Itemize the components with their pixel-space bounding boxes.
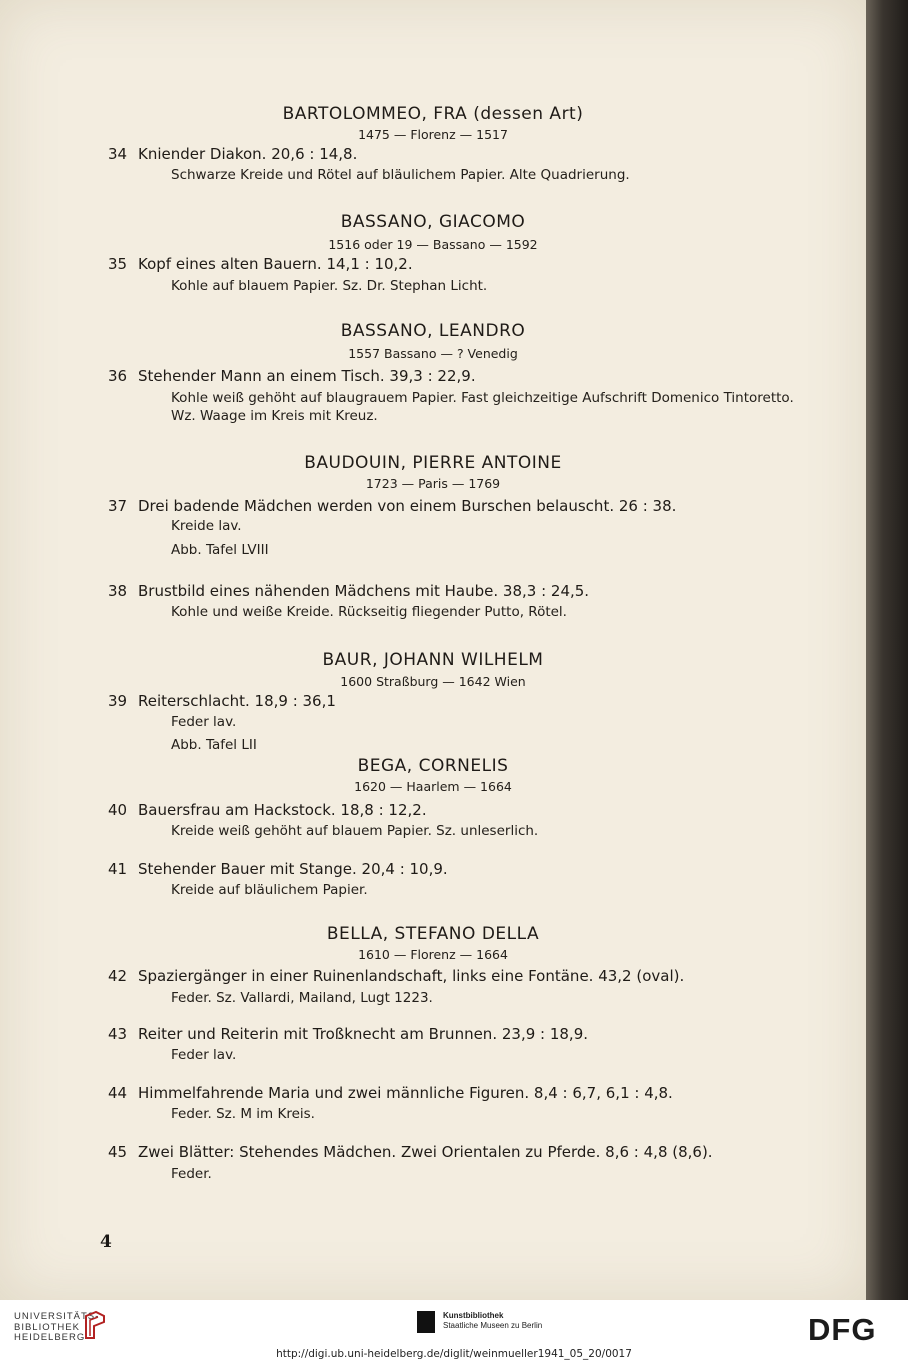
artist-dates: 1557 Bassano — ? Venedig <box>348 346 518 361</box>
catalog-entry <box>108 145 357 163</box>
dfg-logo[interactable]: DFG <box>808 1312 877 1347</box>
plate-reference: Abb. Tafel LII <box>171 737 257 753</box>
entry-number: 39 <box>108 692 128 710</box>
entry-title: Kniender Diakon. 20,6 : 14,8. <box>138 145 358 163</box>
logo-line: HEIDELBERG <box>14 1332 86 1343</box>
artist-heading: BASSANO, GIACOMO <box>340 212 526 232</box>
book-binding-edge <box>866 0 908 1300</box>
entry-number: 45 <box>108 1143 128 1161</box>
artist-heading: BASSANO, LEANDRO <box>340 321 526 341</box>
plate-reference: Abb. Tafel LVIII <box>171 542 269 558</box>
artist-dates: 1516 oder 19 — Bassano — 1592 <box>328 237 538 252</box>
catalog-entry <box>108 1084 673 1102</box>
catalog-entry <box>108 497 676 515</box>
entry-title: Himmelfahrende Maria und zwei männliche Figuren. 8,4 : 6,7, 6,1 : 4,8. <box>138 1084 673 1102</box>
catalog-entry <box>108 367 476 385</box>
entry-number: 42 <box>108 967 128 985</box>
logo-line: UNIVERSITÄTS- <box>14 1311 100 1322</box>
entry-number: 36 <box>108 367 128 385</box>
entry-number: 44 <box>108 1084 128 1102</box>
page-number: 4 <box>100 1232 112 1252</box>
artist-heading: BAUDOUIN, PIERRE ANTOINE <box>304 453 562 473</box>
university-emblem-icon <box>82 1310 108 1340</box>
logo-line: BIBLIOTHEK <box>14 1321 80 1333</box>
artist-dates: 1610 — Florenz — 1664 <box>358 947 508 962</box>
entry-title: Reiter und Reiterin mit Troßknecht am Brunnen. 23,9 : 18,9. <box>138 1025 589 1043</box>
entry-detail: Feder lav. <box>171 1047 237 1063</box>
artist-heading: BELLA, STEFANO DELLA <box>326 924 540 944</box>
artist-dates: 1723 — Paris — 1769 <box>365 476 501 491</box>
entry-detail: Kreide auf bläulichem Papier. <box>171 882 368 898</box>
catalog-entry <box>108 967 684 985</box>
entry-detail: Kreide weiß gehöht auf blauem Papier. Sz. unleserlich. <box>171 823 539 839</box>
catalog-entry <box>108 582 589 600</box>
entry-title: Drei badende Mädchen werden von einem Burschen belauscht. 26 : 38. <box>138 497 677 515</box>
entry-title: Brustbild eines nähenden Mädchens mit Haube. 38,3 : 24,5. <box>138 582 590 600</box>
entry-detail: Schwarze Kreide und Rötel auf bläulichem Papier. Alte Quadrierung. <box>171 167 630 183</box>
entry-number: 40 <box>108 801 128 819</box>
entry-detail: Kreide lav. <box>171 518 242 534</box>
catalog-entry <box>108 1025 588 1043</box>
artist-dates: 1475 — Florenz — 1517 <box>358 127 508 142</box>
catalog-entry <box>108 801 427 819</box>
permalink-url[interactable]: http://digi.ub.uni-heidelberg.de/diglit/weinmueller1941_05_20/0017 <box>276 1348 632 1360</box>
entry-number: 41 <box>108 860 128 878</box>
entry-detail: Kohle und weiße Kreide. Rückseitig fliegender Putto, Rötel. <box>171 604 567 620</box>
entry-number: 37 <box>108 497 128 515</box>
catalog-entry <box>108 255 413 273</box>
kunstbibliothek-mark-icon <box>417 1311 435 1333</box>
artist-heading: BAUR, JOHANN WILHELM <box>322 650 544 670</box>
kunstbibliothek-subtitle: Staatliche Museen zu Berlin <box>443 1321 543 1330</box>
artist-heading: BARTOLOMMEO, FRA (dessen Art) <box>282 104 584 124</box>
entry-title: Bauersfrau am Hackstock. 18,8 : 12,2. <box>138 801 427 819</box>
entry-number: 35 <box>108 255 128 273</box>
entry-detail: Feder. <box>171 1166 212 1182</box>
artist-dates: 1620 — Haarlem — 1664 <box>354 779 512 794</box>
kunstbibliothek-text <box>443 1311 542 1331</box>
entry-detail: Feder lav. <box>171 714 237 730</box>
artist-heading: BEGA, CORNELIS <box>357 756 509 776</box>
artist-dates: 1600 Straßburg — 1642 Wien <box>340 674 526 689</box>
entry-title: Stehender Mann an einem Tisch. 39,3 : 22,9. <box>138 367 476 385</box>
entry-title: Zwei Blätter: Stehendes Mädchen. Zwei Orientalen zu Pferde. 8,6 : 4,8 (8,6). <box>138 1143 713 1161</box>
entry-number: 43 <box>108 1025 128 1043</box>
catalog-entry <box>108 1143 713 1161</box>
catalog-entry <box>108 860 448 878</box>
entry-detail: Feder. Sz. M im Kreis. <box>171 1106 315 1122</box>
entry-number: 38 <box>108 582 128 600</box>
entry-detail: Kohle weiß gehöht auf blaugrauem Papier. Fast gleichzeitige Aufschrift Domenico Tintoretto. <box>171 390 794 406</box>
kunstbibliothek-title: Kunstbibliothek <box>443 1311 504 1320</box>
entry-title: Stehender Bauer mit Stange. 20,4 : 10,9. <box>138 860 448 878</box>
entry-number: 34 <box>108 145 128 163</box>
entry-detail: Kohle auf blauem Papier. Sz. Dr. Stephan Licht. <box>171 278 488 294</box>
viewer-footer <box>0 1300 908 1365</box>
catalog-entry <box>108 692 336 710</box>
entry-title: Kopf eines alten Bauern. 14,1 : 10,2. <box>138 255 413 273</box>
entry-title: Spaziergänger in einer Ruinenlandschaft, links eine Fontäne. 43,2 (oval). <box>138 967 685 985</box>
entry-detail: Wz. Waage im Kreis mit Kreuz. <box>171 408 378 424</box>
entry-title: Reiterschlacht. 18,9 : 36,1 <box>138 692 336 710</box>
entry-detail: Feder. Sz. Vallardi, Mailand, Lugt 1223. <box>171 990 433 1006</box>
